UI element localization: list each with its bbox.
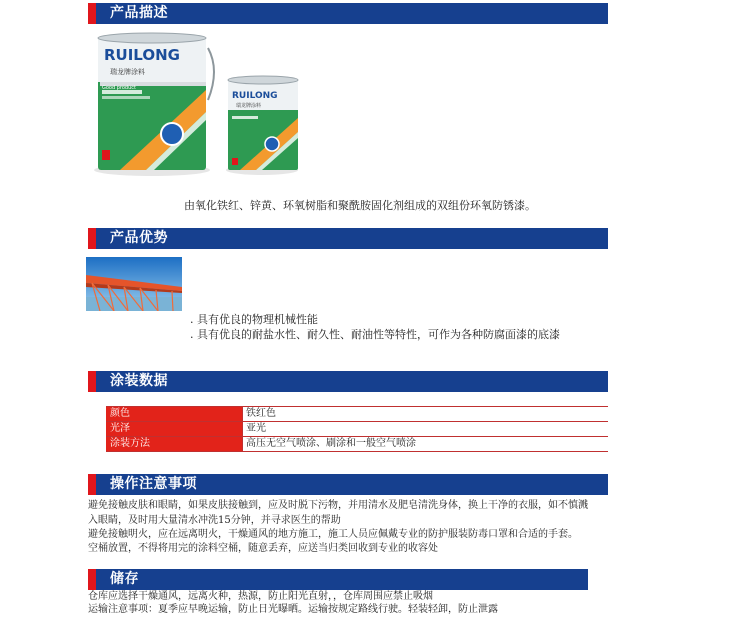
spec-value: 亚光 xyxy=(246,423,266,434)
spec-value: 铁红色 xyxy=(246,408,276,419)
section-title: 产品优势 xyxy=(110,230,168,246)
section-title: 操作注意事项 xyxy=(110,476,197,492)
svg-text:RUILONG: RUILONG xyxy=(104,46,180,64)
section-title: 产品描述 xyxy=(110,5,168,21)
large-paint-can xyxy=(94,33,214,176)
spec-label: 颜色 xyxy=(106,407,242,421)
header-accent xyxy=(88,3,96,24)
precaution-line-4: 空桶放置，不得将用完的涂料空桶，随意丢弃，应送当归类回收到专业的收容处 xyxy=(88,543,438,554)
svg-text:瑞龙牌涂料: 瑞龙牌涂料 xyxy=(110,68,145,76)
precaution-line-2: 入眼睛，及时用大量清水冲洗15分钟，并寻求医生的帮助 xyxy=(88,515,341,526)
precaution-line-1: 避免接触皮肤和眼睛，如果皮肤接触到，应及时脱下污物，并用清水及肥皂清洗身体，换上干净的衣服，如不慎溅 xyxy=(88,500,588,511)
section-header-advantages xyxy=(88,228,608,249)
spec-value: 高压无空气喷涂、刷涂和一般空气喷涂 xyxy=(246,438,416,449)
svg-text:Good product: Good product xyxy=(102,85,136,91)
header-accent xyxy=(88,569,96,590)
table-row xyxy=(106,437,608,452)
header-accent xyxy=(88,228,96,249)
small-paint-can xyxy=(226,76,298,175)
section-title: 储存 xyxy=(110,571,139,587)
section-header-description xyxy=(88,3,608,24)
section-header-storage xyxy=(88,569,588,590)
section-header-precautions xyxy=(88,474,608,495)
section-header-coating-data xyxy=(88,371,608,392)
advantage-image-steel-structure xyxy=(86,257,182,311)
svg-text:瑞龙牌涂料: 瑞龙牌涂料 xyxy=(236,103,262,109)
section-title: 涂装数据 xyxy=(110,373,168,389)
table-row xyxy=(106,422,608,437)
advantage-item-2: . 具有优良的耐盐水性、耐久性、耐油性等特性，可作为各种防腐面漆的底漆 xyxy=(190,328,560,341)
product-image-paint-cans xyxy=(90,30,310,180)
svg-text:RUILONG: RUILONG xyxy=(232,91,278,101)
header-accent xyxy=(88,474,96,495)
precaution-line-3: 避免接触明火，应在远离明火，干燥通风的地方施工，施工人员应佩戴专业的防护服装防毒口罩和合适的手套。 xyxy=(88,529,578,540)
spec-label: 涂装方法 xyxy=(106,437,242,451)
table-row xyxy=(106,406,608,422)
storage-line-1: 仓库应选择干燥通风，远离火种，热源，防止阳光直射，，仓库周围应禁止吸烟 xyxy=(88,591,433,602)
product-description: 由氧化铁红、锌黄、环氧树脂和聚酰胺固化剂组成的双组份环氧防锈漆。 xyxy=(184,199,536,212)
storage-line-2: 运输注意事项：夏季应早晚运输，防止日光曝晒。运输按规定路线行驶。轻装轻卸，防止泄露 xyxy=(88,604,498,615)
coating-spec-table xyxy=(106,406,608,452)
advantage-item-1: . 具有优良的物理机械性能 xyxy=(190,313,318,326)
header-accent xyxy=(88,371,96,392)
spec-label: 光泽 xyxy=(106,422,242,436)
